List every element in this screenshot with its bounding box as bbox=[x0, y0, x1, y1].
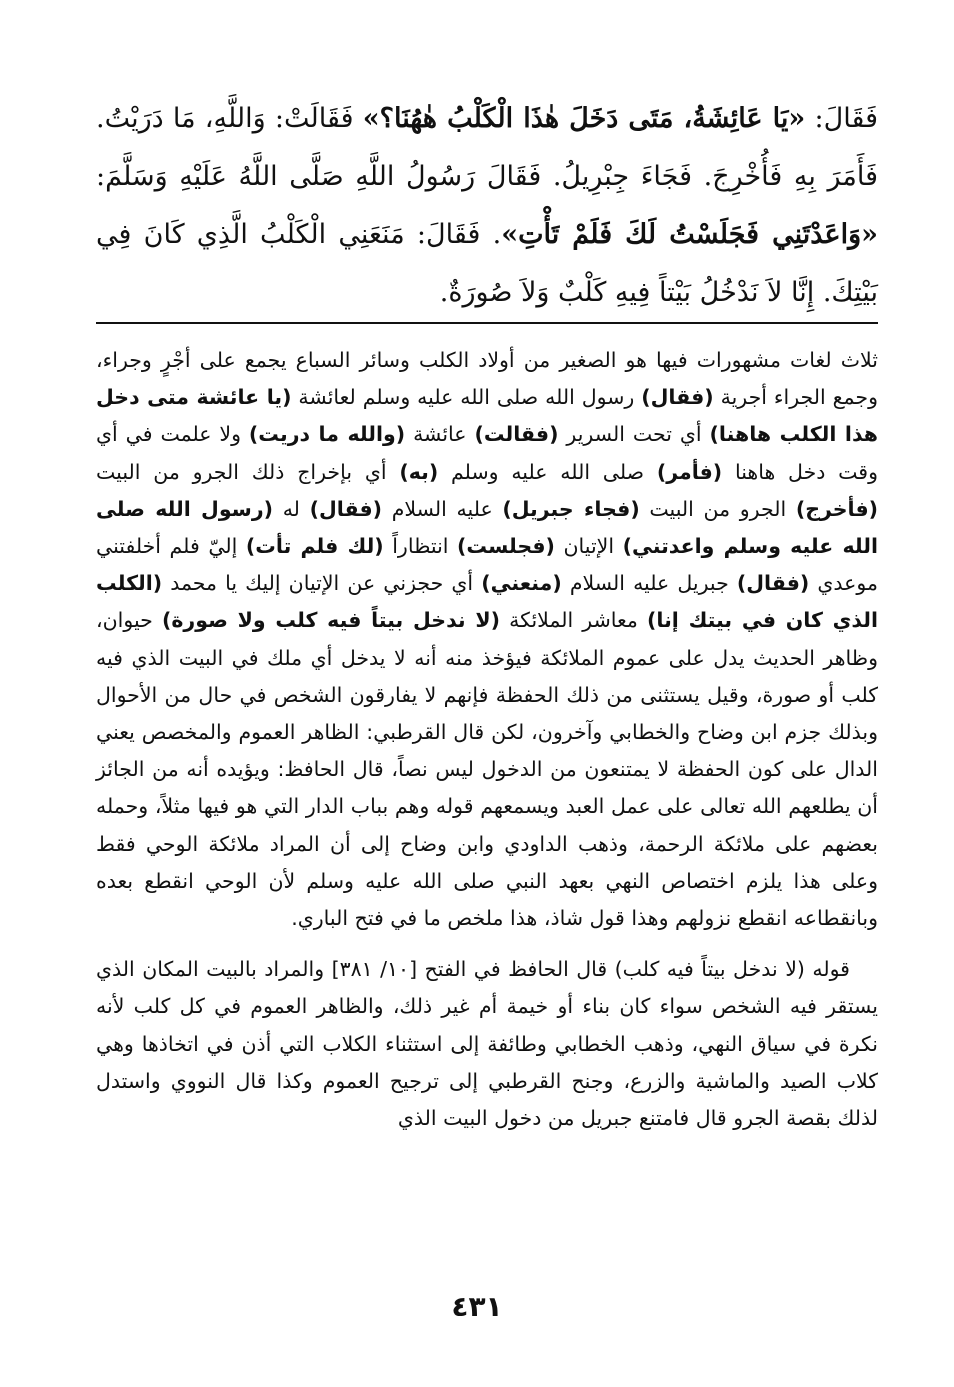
commentary-segment: عليه السلام bbox=[382, 496, 503, 521]
commentary-segment: معاشر الملائكة bbox=[500, 608, 648, 633]
page-number: ٤٣١ bbox=[451, 1290, 503, 1323]
quoted-term: (فقال) bbox=[736, 571, 810, 596]
commentary-segment: أي تحت السرير bbox=[558, 422, 710, 447]
quoted-term: (فقال) bbox=[641, 385, 714, 410]
quoted-term: (يا عائشة متى دخل هذا الكلب هاهنا) bbox=[96, 385, 878, 447]
quoted-term: (لك فلم تأت) bbox=[245, 534, 384, 559]
quoted-term: (فقال) bbox=[309, 496, 383, 521]
quoted-term: (منعني) bbox=[481, 571, 562, 596]
quoted-term: (به) bbox=[399, 459, 439, 484]
hadith-segment: فَقَالَتْ: وَاللَّهِ، مَا دَرَيْتُ. فَأَمَرَ بِهِ فَأُخْرِجَ. فَجَاءَ جِبْرِيلُ. فَقَالَ رَسُولُ اللَّهِ صَلَّى اللَّهُ عَلَيْهِ وَسَلَّمَ: bbox=[96, 103, 878, 192]
commentary-segment: صلى الله عليه وسلم bbox=[438, 459, 657, 484]
quoted-term: (فجلست) bbox=[457, 534, 555, 559]
commentary-segment: ثلاث لغات مشهورات فيها هو الصغير من أولاد الكلب وسائر السباع يجمع على أجْرٍ وجراء، وجمع الجراء أجرية bbox=[96, 348, 878, 410]
commentary-segment: أي بإخراج ذلك الجرو من البيت bbox=[96, 459, 400, 484]
commentary-segment: أي حجزني عن الإتيان إليك يا محمد bbox=[162, 571, 482, 596]
commentary-segment: رسول الله صلى الله عليه وسلم لعائشة bbox=[291, 385, 642, 410]
quoted-term: (رسول الله صلى الله عليه وسلم واعدتني) bbox=[96, 496, 878, 559]
commentary-segment: جبريل عليه السلام bbox=[561, 571, 737, 596]
commentary-segment: الجرو من البيت bbox=[639, 496, 796, 521]
commentary-paragraph: قوله (لا ندخل بيتاً فيه كلب) قال الحافظ في الفتح [١٠/ ٣٨١] والمراد بالبيت المكان الذي يستقر فيه الشخص سواء كان بناء أو خيمة أم غير ذلك، والظاهر العموم في كل كلب لأنه نكرة في سياق النهي، وذهب الخطابي وطائفة إلى استثناء الكلاب التي أذن في اتخاذها وهي كلاب الصيد والماشية والزرع، وجنح القرطبي إلى ترجيح العموم وكذا قال النووي واستدل لذلك بقصة الجرو قال فامتنع جبريل من دخول البيت الذي bbox=[96, 957, 878, 1131]
commentary-segment: عائشة bbox=[405, 422, 475, 447]
commentary-segment: حيوان، وظاهر الحديث يدل على عموم الملائكة فيؤخذ منه أنه لا يدخل أي ملك في البيت الذي فيه كلب أو صورة، وقيل يستثنى من ذلك الحفظة فإنهم لا يفارقون الشخص في حال من الأحوال وبذلك جزم ابن وضاح والخطابي وآخرون، لكن قال القرطبي: الظاهر العموم والمخصص يعني الدال على كون الحفظة لا يمتنعون من الدخول ليس نصاً، قال الحافظ: ويؤيده أنه من الجائز أن يطلعهم الله تعالى على عمل العبد ويسمعهم قوله وهم بباب الدار التي هو فيها مثلاً، وحمله بعضهم على ملائكة الرحمة، وذهب الداودي وابن وضاح إلى أن المراد ملائكة الوحي فقط وعلى هذا يلزم اختصاص النهي بعهد النبي صلى الله عليه وسلم لأن الوحي انقطع بعده وبانقطاعه انقطع نزولهم وهذا قول شاذ، هذا ملخص ما في فتح الباري. bbox=[96, 608, 878, 931]
commentary-segment: انتظاراً bbox=[383, 534, 458, 559]
commentary-segment: الإتيان bbox=[554, 534, 623, 559]
quoted-term: (فجاء جبريل) bbox=[502, 496, 640, 521]
quoted-term: (والله ما دريت) bbox=[248, 422, 406, 447]
quoted-term: (فأمر) bbox=[656, 459, 723, 484]
hadith-quote: «وَاعَدْتَنِي فَجَلَسْتُ لَكَ فَلَمْ تَأْتِ» bbox=[501, 219, 878, 250]
commentary-segment: له bbox=[273, 496, 310, 521]
quoted-term: (فأخرج) bbox=[795, 496, 878, 521]
commentary-segment: إليّ فلم أخلفتني موعدي bbox=[96, 534, 878, 596]
hadith-quote: «يَا عَائِشَةُ، مَتَى دَخَلَ هٰذَا الْكَلْبُ هٰهُنَا؟» bbox=[362, 103, 806, 134]
commentary bbox=[96, 342, 878, 1137]
hadith-text bbox=[96, 90, 878, 322]
hadith-segment: فَقَالَ: bbox=[805, 103, 879, 134]
quoted-term: (لا ندخل بيتاً فيه كلب ولا صورة) bbox=[161, 608, 500, 633]
quoted-term: (الكلب الذي كان في بيتك إنا) bbox=[96, 571, 878, 633]
commentary-segment: ولا علمت في أي وقت دخل هاهنا bbox=[96, 422, 878, 484]
quoted-term: (فقالت) bbox=[474, 422, 559, 447]
footnote-divider bbox=[96, 322, 878, 324]
commentary-paragraph bbox=[96, 342, 878, 937]
hadith-segment: . فَقَالَ: مَنَعَنِي الْكَلْبُ الَّذِي كَانَ فِي بَيْتِكَ. إِنَّا لاَ نَدْخُلُ بَيْتاً فِيهِ كَلْبٌ وَلاَ صُورَةٌ. bbox=[96, 219, 878, 308]
